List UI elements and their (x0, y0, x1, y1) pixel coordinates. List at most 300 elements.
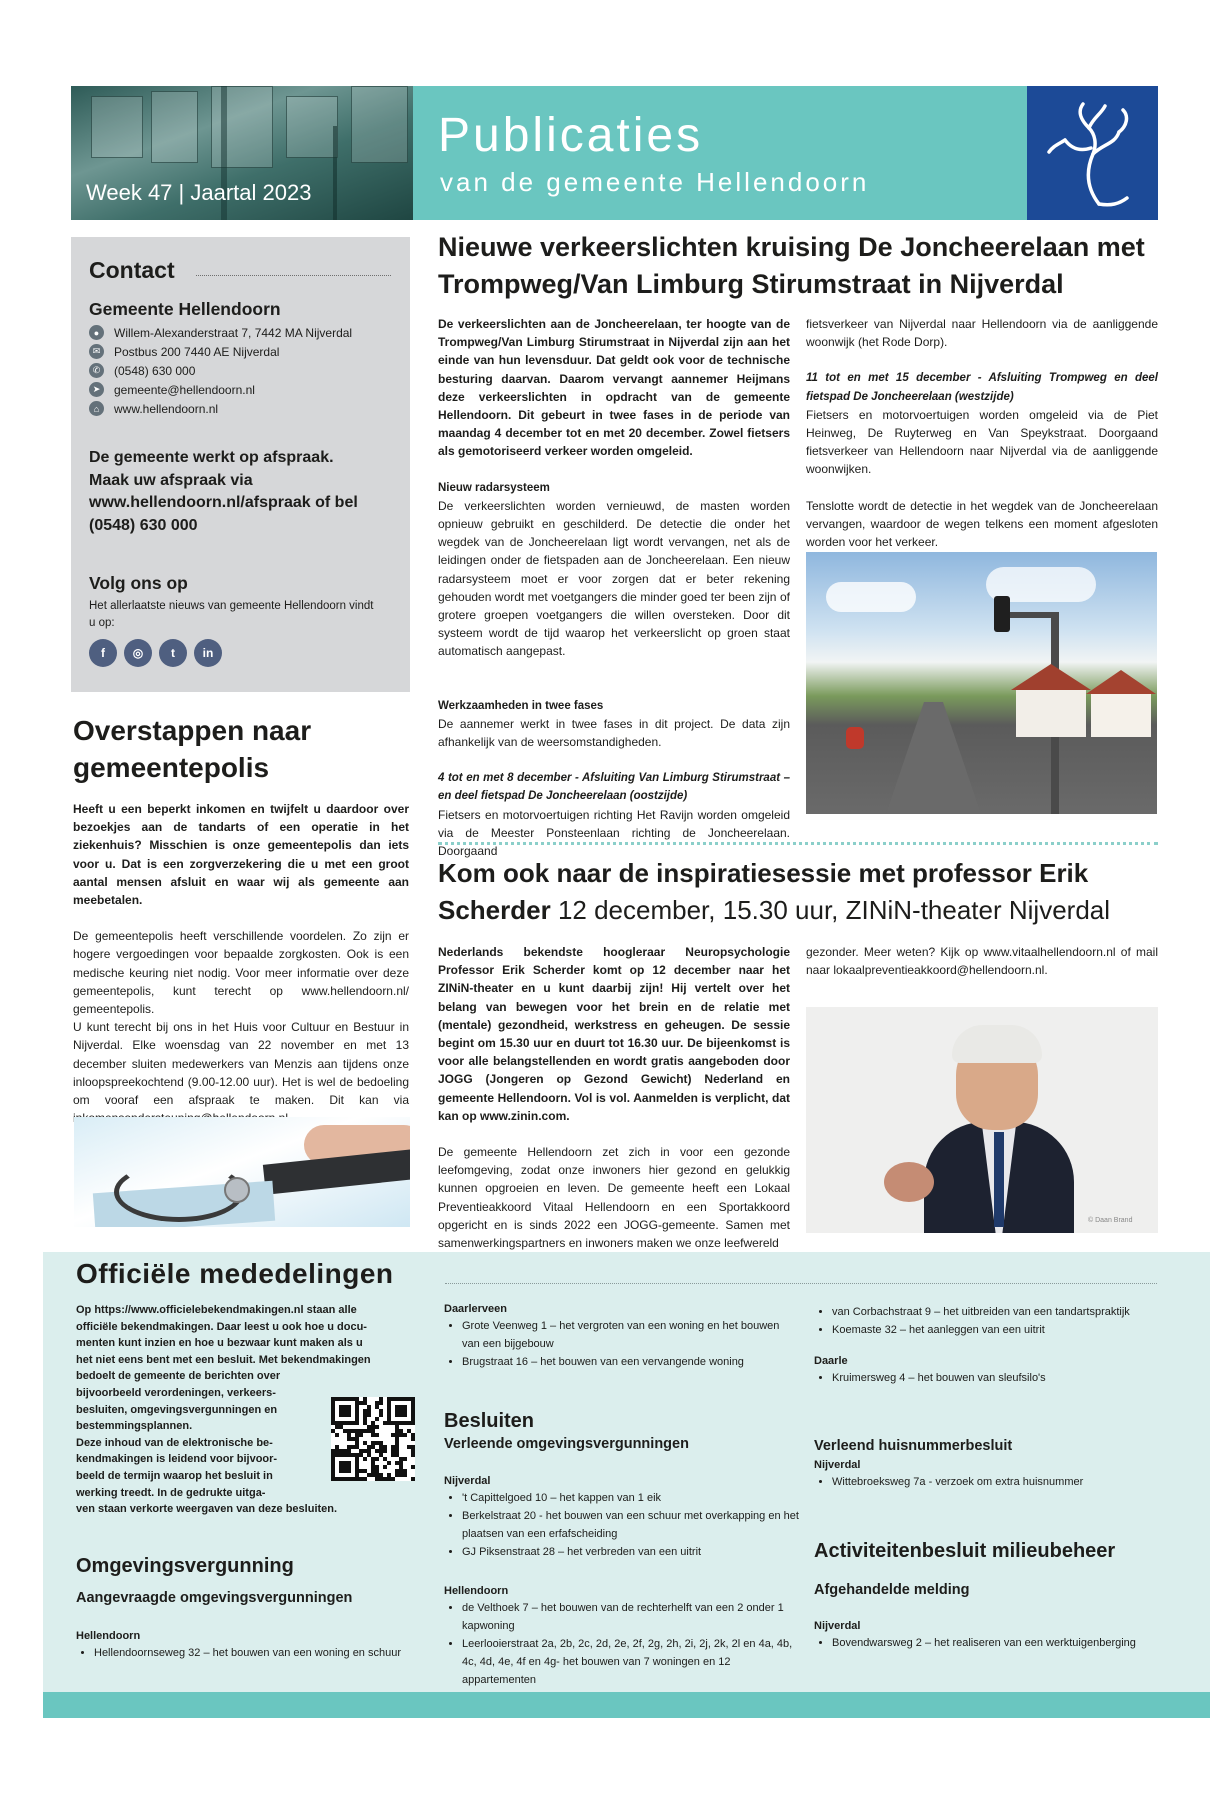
qr-module (331, 1461, 335, 1465)
qr-module (355, 1421, 359, 1425)
qr-module (395, 1433, 399, 1437)
qr-module (347, 1429, 351, 1433)
qr-module (367, 1473, 371, 1477)
qr-module (359, 1449, 363, 1453)
qr-module (375, 1473, 379, 1477)
qr-module (355, 1409, 359, 1413)
qr-module (387, 1417, 391, 1421)
qr-module (347, 1449, 351, 1453)
lights-col1 (438, 315, 790, 860)
session-title-bold: Kom ook naar de inspiratiesessie met professor Erik Scherder (438, 858, 1089, 925)
qr-module (347, 1405, 351, 1409)
qr-module (395, 1413, 399, 1417)
list-item: • Kruimersweg 4 – het bouwen van sleufsilo's (832, 1369, 1164, 1387)
intro-line: bedoelt de gemeente de berichten over (76, 1370, 281, 1383)
phone-icon: ✆ (89, 363, 104, 378)
polis-title: Overstappen naar gemeentepolis (73, 715, 312, 783)
qr-module (387, 1421, 391, 1425)
qr-module (351, 1437, 355, 1441)
qr-module (399, 1461, 403, 1465)
qr-module (343, 1453, 347, 1457)
qr-module (339, 1397, 343, 1401)
contact-address: ● Willem-Alexanderstraat 7, 7442 MA Nijverdal (89, 323, 399, 342)
qr-module (411, 1449, 415, 1453)
qr-module (339, 1469, 343, 1473)
qr-module (359, 1469, 363, 1473)
qr-module (351, 1421, 355, 1425)
qr-module (379, 1473, 383, 1477)
qr-module (355, 1429, 359, 1433)
qr-module (399, 1421, 403, 1425)
intro-line: officiële bekendmakingen. Daar leest u ook hoe u docu- (76, 1320, 367, 1333)
qr-module (331, 1397, 335, 1401)
qr-module (359, 1453, 363, 1457)
photo-credit: © Daan Brand (1088, 1217, 1133, 1224)
qr-module (371, 1441, 375, 1445)
qr-module (383, 1449, 387, 1453)
qr-module (399, 1457, 403, 1461)
qr-module (363, 1417, 367, 1421)
divider (196, 275, 391, 276)
list-item: • Wittebroeksweg 7a - verzoek om extra huisnummer (832, 1473, 1164, 1491)
qr-module (347, 1453, 351, 1457)
qr-module (375, 1405, 379, 1409)
intro-line: menten kunt inzien en hoe u bezwaar kunt maken als u (76, 1337, 363, 1350)
qr-module (371, 1461, 375, 1465)
qr-module (339, 1421, 343, 1425)
lights-continued: fietsverkeer van Nijverdal naar Hellendoorn via de aanliggende woonwijk (het Rode Dorp). (806, 317, 1158, 350)
qr-module (387, 1409, 391, 1413)
besluiten-heading: Besluiten (444, 1410, 535, 1432)
qr-module (339, 1449, 343, 1453)
intro-line: beeld de termijn waarop het besluit in (76, 1469, 273, 1482)
qr-module (351, 1453, 355, 1457)
qr-module (363, 1477, 367, 1481)
qr-module (379, 1477, 383, 1481)
melding-subheading: Afgehandelde melding (814, 1582, 970, 1598)
session-title (438, 855, 1158, 929)
qr-module (411, 1417, 415, 1421)
qr-module (363, 1441, 367, 1445)
qr-module (371, 1465, 375, 1469)
qr-module (355, 1401, 359, 1405)
qr-module (411, 1397, 415, 1401)
qr-module (355, 1453, 359, 1457)
qr-module (395, 1469, 399, 1473)
place-label: Nijverdal (444, 1475, 491, 1487)
qr-module (411, 1437, 415, 1441)
list-item: • Hellendoornseweg 32 – het bouwen van een woning en schuur (94, 1644, 436, 1662)
qr-module (399, 1473, 403, 1477)
contact-website[interactable]: ⌂ www.hellendoorn.nl (89, 399, 399, 418)
linkedin-icon[interactable]: in (194, 639, 222, 667)
phase1-text: Fietsers en motorvoertuigen richting Het Ravijn worden omgeleid via de Meester Ponsteenlaan richting de Joncheerelaan. Doorgaand (438, 807, 790, 859)
qr-module (367, 1409, 371, 1413)
place-label: Hellendoorn (444, 1585, 509, 1597)
contact-email[interactable]: ➤ gemeente@hellendoorn.nl (89, 380, 399, 399)
qr-module (335, 1397, 339, 1401)
qr-module (347, 1409, 351, 1413)
qr-module (363, 1397, 367, 1401)
qr-module (331, 1405, 335, 1409)
phase2-text: Fietsers en motorvoertuigen worden omgeleid via de Piet Heinweg, De Ruyterweg en Van Speykstraat. Doorgaand fietsverkeer van Hellendoorn naar Nijverdal via de aanliggende woonwijken. (806, 407, 1158, 477)
municipality-logo (1027, 86, 1158, 220)
qr-module (347, 1433, 351, 1437)
qr-module (395, 1397, 399, 1401)
qr-module (371, 1425, 375, 1429)
page-subtitle: van de gemeente Hellendoorn (440, 167, 870, 197)
qr-module (355, 1445, 359, 1449)
qr-module (411, 1401, 415, 1405)
qr-module (371, 1429, 375, 1433)
qr-module (343, 1465, 347, 1469)
qr-module (395, 1421, 399, 1425)
qr-module (375, 1457, 379, 1461)
intro-line: bestemmingsplannen. (76, 1420, 193, 1433)
qr-module (371, 1433, 375, 1437)
qr-module (383, 1465, 387, 1469)
qr-module (331, 1477, 335, 1481)
lights-lead: De verkeerslichten aan de Joncheerelaan, ter hoogte van de Trompweg/Van Limburg Stirumstraat in Nijverdal zijn aan het einde van hun levensduur. Dat geldt ook voor de technische besturing daarvan. Daarom vervangt aannemer Heijmans deze verkeerslichten in opdracht van de gemeente Hellendoorn. Dit gebeurt in twee fases in de periode van maandag 4 december tot en met 20 december. Zowel fietsers als gemotoriseerd verkeer worden omgeleid. (438, 317, 790, 459)
qr-module (375, 1449, 379, 1453)
qr-module (375, 1469, 379, 1473)
qr-module (379, 1409, 383, 1413)
c2-list-nijverdal (444, 1475, 800, 1561)
mail-envelope-icon: ✉ (89, 344, 104, 359)
qr-module (355, 1461, 359, 1465)
place-label: Daarle (814, 1355, 848, 1367)
page-title: Publicaties (438, 109, 704, 162)
qr-module (411, 1433, 415, 1437)
qr-module (331, 1417, 335, 1421)
qr-module (331, 1469, 335, 1473)
qr-code[interactable] (331, 1397, 415, 1481)
qr-module (351, 1397, 355, 1401)
divider (445, 1283, 1157, 1284)
omgevingsvergunning-heading: Omgevingsvergunning (76, 1555, 294, 1577)
qr-module (411, 1453, 415, 1457)
qr-module (395, 1425, 399, 1429)
qr-module (347, 1477, 351, 1481)
qr-module (359, 1477, 363, 1481)
qr-module (399, 1397, 403, 1401)
phase2-heading: 11 tot en met 15 december - Afsluiting Trompweg en deel fietspad De Joncheerelaan (westzijde) (806, 372, 1158, 403)
qr-module (383, 1477, 387, 1481)
qr-module (347, 1421, 351, 1425)
qr-module (399, 1465, 403, 1469)
lights-last: Tenslotte wordt de detectie in het wegdek van de Joncheerelaan vervangen, waardoor de wegen telkens een moment afgesloten worden voor het verkeer. (806, 498, 1158, 550)
facebook-icon[interactable]: f (89, 639, 117, 667)
qr-module (331, 1457, 335, 1461)
qr-module (379, 1401, 383, 1405)
list-item: • 't Capittelgoed 10 – het kappen van 1 eik (462, 1489, 800, 1507)
work-text: De aannemer werkt in twee fases in dit project. De data zijn afhankelijk van de weersomstandigheden. (438, 716, 790, 750)
qr-module (367, 1429, 371, 1433)
send-icon: ➤ (89, 382, 104, 397)
session-col1 (438, 943, 790, 1252)
qr-module (411, 1465, 415, 1469)
qr-module (403, 1397, 407, 1401)
phase1-heading: 4 tot en met 8 december - Afsluiting Van Limburg Stirumstraat – en deel fietspad De Joncheerelaan (oostzijde) (438, 772, 790, 803)
session-paragraph: De gemeente Hellendoorn zet zich in voor een gezonde leefomgeving, zodat onze inwoners hier gezond en gelukkig kunnen opgroeien en leven. De gemeente heeft een Lokaal Preventieakkoord Vitaal Hellendoorn en een Sportakkoord opgericht en is sinds 2022 een JOGG-gemeente. Samen met samenwerkingspartners en inwoners maken we onze leefwereld (438, 1145, 790, 1251)
qr-module (343, 1421, 347, 1425)
qr-module (331, 1465, 335, 1469)
qr-module (411, 1413, 415, 1417)
qr-module (375, 1477, 379, 1481)
qr-module (367, 1413, 371, 1417)
work-heading: Werkzaamheden in twee fases (438, 699, 604, 712)
qr-module (379, 1441, 383, 1445)
lights-title: Nieuwe verkeerslichten kruising De Joncheerelaan met Trompweg/Van Limburg Stirumstraat in Nijverdal (438, 232, 1145, 299)
qr-module (383, 1421, 387, 1425)
qr-module (335, 1449, 339, 1453)
qr-module (335, 1433, 339, 1437)
qr-module (363, 1409, 367, 1413)
qr-module (403, 1413, 407, 1417)
polis-lead: Heeft u een beperkt inkomen en twijfelt u daardoor over bezoekjes aan de tandarts of een operatie in het ziekenhuis? Misschien is onze gemeentepolis dan iets voor u. Dat is een zorgverzekering die u met een groot aantal mensen afsluit en waar wij als gemeente aan meebetalen. (73, 802, 409, 908)
qr-module (387, 1477, 391, 1481)
qr-module (403, 1473, 407, 1477)
qr-module (363, 1457, 367, 1461)
qr-module (355, 1457, 359, 1461)
twitter-icon[interactable]: t (159, 639, 187, 667)
qr-module (379, 1397, 383, 1401)
qr-module (331, 1453, 335, 1457)
qr-module (343, 1397, 347, 1401)
qr-module (363, 1469, 367, 1473)
qr-module (335, 1477, 339, 1481)
qr-module (375, 1441, 379, 1445)
contact-panel (71, 237, 410, 692)
place-label: Nijverdal (814, 1459, 861, 1471)
c1-list (76, 1630, 436, 1662)
qr-module (375, 1433, 379, 1437)
qr-module (331, 1429, 335, 1433)
qr-module (347, 1469, 351, 1473)
list-item: • Brugstraat 16 – het bouwen van een vervangende woning (462, 1353, 800, 1371)
contact-postbus: ✉ Postbus 200 7440 AE Nijverdal (89, 342, 399, 361)
qr-module (347, 1437, 351, 1441)
qr-module (351, 1445, 355, 1449)
qr-module (339, 1453, 343, 1457)
qr-module (391, 1433, 395, 1437)
qr-module (399, 1409, 403, 1413)
appointment-text: De gemeente werkt op afspraak. Maak uw afspraak via www.hellendoorn.nl/afspraak of bel (0548) 630 000 (89, 449, 358, 534)
intro-line: het niet eens bent met een besluit. Met bekendmakingen (76, 1353, 371, 1366)
qr-module (387, 1401, 391, 1405)
qr-module (383, 1457, 387, 1461)
qr-module (387, 1413, 391, 1417)
qr-module (387, 1397, 391, 1401)
polis-body (73, 800, 409, 1127)
milieubeheer-heading: Activiteitenbesluit milieubeheer (814, 1540, 1116, 1562)
qr-module (335, 1425, 339, 1429)
qr-module (363, 1429, 367, 1433)
qr-module (399, 1469, 403, 1473)
intro-line: werking treedt. In de gedrukte uitga- (76, 1486, 266, 1499)
qr-module (367, 1453, 371, 1457)
photo-street-traffic-lights (806, 552, 1157, 814)
radar-heading: Nieuw radarsysteem (438, 481, 550, 494)
qr-module (347, 1461, 351, 1465)
qr-module (351, 1477, 355, 1481)
qr-module (387, 1405, 391, 1409)
qr-module (379, 1449, 383, 1453)
place-label: Hellendoorn (76, 1630, 141, 1642)
list-item: • Berkelstraat 20 - het bouwen van een schuur met overkapping en het plaatsen van een erfafscheiding (462, 1507, 800, 1543)
qr-module (403, 1469, 407, 1473)
footer-band (43, 1692, 1210, 1718)
qr-module (347, 1445, 351, 1449)
qr-module (399, 1433, 403, 1437)
qr-module (391, 1421, 395, 1425)
qr-module (407, 1429, 411, 1433)
qr-module (355, 1397, 359, 1401)
qr-module (343, 1405, 347, 1409)
qr-module (391, 1449, 395, 1453)
qr-module (395, 1405, 399, 1409)
qr-module (367, 1425, 371, 1429)
place-label: Nijverdal (814, 1620, 861, 1632)
c2-list-hellendoorn (444, 1585, 800, 1689)
list-item: • van Corbachstraat 9 – het uitbreiden van een tandartspraktijk (832, 1303, 1164, 1321)
qr-module (355, 1469, 359, 1473)
qr-module (411, 1409, 415, 1413)
c3-list-continued (814, 1303, 1164, 1339)
qr-module (331, 1413, 335, 1417)
qr-module (343, 1413, 347, 1417)
instagram-icon[interactable]: ◎ (124, 639, 152, 667)
qr-module (367, 1449, 371, 1453)
qr-module (343, 1477, 347, 1481)
qr-module (343, 1449, 347, 1453)
qr-module (407, 1421, 411, 1425)
intro-line: Op https://www.officielebekendmakingen.nl staan alle (76, 1304, 357, 1316)
qr-module (387, 1473, 391, 1477)
qr-module (399, 1429, 403, 1433)
list-item: • Grote Veenweg 1 – het vergroten van een woning en het bouwen van een bijgebouw (462, 1317, 800, 1353)
qr-module (359, 1433, 363, 1437)
qr-module (411, 1405, 415, 1409)
huisnummer-heading: Verleend huisnummerbesluit (814, 1438, 1013, 1454)
qr-module (395, 1449, 399, 1453)
qr-module (355, 1433, 359, 1437)
qr-module (351, 1429, 355, 1433)
qr-module (367, 1405, 371, 1409)
qr-module (403, 1433, 407, 1437)
qr-module (343, 1469, 347, 1473)
qr-module (339, 1413, 343, 1417)
qr-module (347, 1465, 351, 1469)
qr-module (375, 1425, 379, 1429)
qr-module (339, 1425, 343, 1429)
qr-module (331, 1473, 335, 1477)
qr-module (407, 1445, 411, 1449)
qr-module (395, 1429, 399, 1433)
qr-module (403, 1457, 407, 1461)
qr-module (375, 1417, 379, 1421)
home-icon: ⌂ (89, 401, 104, 416)
qr-module (347, 1397, 351, 1401)
contact-heading: Contact (89, 257, 175, 283)
polis-paragraph: De gemeentepolis heeft verschillende voordelen. Zo zijn er hogere vergoedingen voor bepaalde zorgkosten. Ook is een medische keuring niet nodig. Voor meer informatie over deze gemeentepolis, kunt terecht op www.hellendoorn.nl/ gemeentepolis. (73, 929, 409, 1017)
qr-module (363, 1449, 367, 1453)
polis-paragraph: U kunt terecht bij ons in het Huis voor Cultuur en Bestuur in Nijverdal. Elke woensdag van 22 november en met 13 december sluiten medewerkers van Menzis aan tijdens onze inloopspreekochtend (9.00-12.00 uur). Het is wel de bedoeling om vooraf een afspraak te maken. Dit kan via (73, 1020, 409, 1108)
list-item: • Leerlooierstraat 2a, 2b, 2c, 2d, 2e, 2f, 2g, 2h, 2i, 2j, 2k, 2l en 4a, 4b, 4c, 4d, 4e, 4f en 4g- het bouwen van 7 woningen en 12 appartementen (462, 1635, 800, 1689)
qr-module (331, 1449, 335, 1453)
qr-module (391, 1397, 395, 1401)
qr-module (355, 1417, 359, 1421)
intro-line: Deze inhoud van de elektronische be- (76, 1436, 273, 1449)
qr-module (371, 1469, 375, 1473)
qr-module (395, 1445, 399, 1449)
session-lead: Nederlands bekendste hoogleraar Neuropsychologie Professor Erik Scherder komt op 12 december naar het ZINiN-theater en u kunt daarbij zijn! Hij vertelt over het belang van bewegen voor het brein en de relatie met (mentale) gezondheid, werkstress en geheugen. De sessie begint om 15.30 uur en duurt tot 16.30 uur. De bijeenkomst is voor alle belangstellenden en wordt gratis aangeboden door JOGG (Jongeren op Gezond Gewicht) Nederland en gemeente Hellendoorn. Vol is vol. Aanmelden is verplicht, dat kan op www.zinin.com. (438, 945, 790, 1123)
qr-module (399, 1413, 403, 1417)
list-item: • GJ Piksenstraat 28 – het verbreden van een uitrit (462, 1543, 800, 1561)
qr-module (363, 1421, 367, 1425)
intro-line: kendmakingen is leidend voor bijvoor- (76, 1453, 278, 1466)
qr-code-icon (331, 1397, 415, 1481)
qr-module (395, 1441, 399, 1445)
week-label: Week 47 | Jaartal 2023 (86, 180, 312, 205)
follow-text: Het allerlaatste nieuws van gemeente Hellendoorn vindt u op: (89, 600, 374, 629)
contact-list (89, 323, 399, 418)
qr-module (339, 1477, 343, 1481)
qr-module (355, 1437, 359, 1441)
qr-module (395, 1409, 399, 1413)
list-item: • de Velthoek 7 – het bouwen van de rechterhelft van een 2 onder 1 kapwoning (462, 1599, 800, 1635)
qr-module (343, 1409, 347, 1413)
qr-module (375, 1401, 379, 1405)
qr-module (331, 1401, 335, 1405)
qr-module (395, 1473, 399, 1477)
follow-heading: Volg ons op (89, 573, 188, 593)
qr-module (395, 1453, 399, 1457)
qr-module (339, 1409, 343, 1413)
list-item: • Koemaste 32 – het aanleggen van een uitrit (832, 1321, 1164, 1339)
qr-module (379, 1453, 383, 1457)
qr-module (355, 1477, 359, 1481)
qr-module (411, 1445, 415, 1449)
qr-module (355, 1465, 359, 1469)
c3-list-nijverdal-2 (814, 1620, 1164, 1652)
intro-line: ven staan verkorte weergaven van deze besluiten. (76, 1503, 338, 1516)
qr-module (359, 1429, 363, 1433)
qr-module (339, 1465, 343, 1469)
qr-module (363, 1401, 367, 1405)
photo-professor (806, 1007, 1158, 1233)
qr-module (359, 1401, 363, 1405)
tree-logo-icon (1027, 86, 1158, 220)
qr-module (335, 1453, 339, 1457)
qr-module (355, 1405, 359, 1409)
qr-module (403, 1405, 407, 1409)
qr-module (355, 1413, 359, 1417)
qr-module (343, 1429, 347, 1433)
qr-module (331, 1421, 335, 1425)
qr-module (367, 1445, 371, 1449)
qr-module (411, 1477, 415, 1481)
qr-module (379, 1413, 383, 1417)
intro-line: besluiten, omgevingsvergunningen en (76, 1403, 278, 1416)
qr-module (395, 1437, 399, 1441)
qr-module (343, 1461, 347, 1465)
photo-doctor-stethoscope (74, 1117, 410, 1227)
radar-text: De verkeerslichten worden vernieuwd, de masten worden opnieuw gebruikt en geschilderd. De detectie die onder het wegdek van de Joncheerelaan ligt wordt vervangen, net als de leidingen onder de fietspaden aan de Joncheerelaan. Een nieuw radarsysteem moet er voor zorgen dat er beter rekening gehouden wordt met voetgangers die minder goed ter been zijn of grotere groepen voetgangers die willen oversteken. Door dit systeem wordt de tijd waarop het verkeerslicht op groen staat automatisch aangepast. (438, 498, 790, 659)
contact-phone[interactable]: ✆ (0548) 630 000 (89, 361, 399, 380)
official-title: Officiële mededelingen (76, 1258, 394, 1289)
qr-module (371, 1457, 375, 1461)
